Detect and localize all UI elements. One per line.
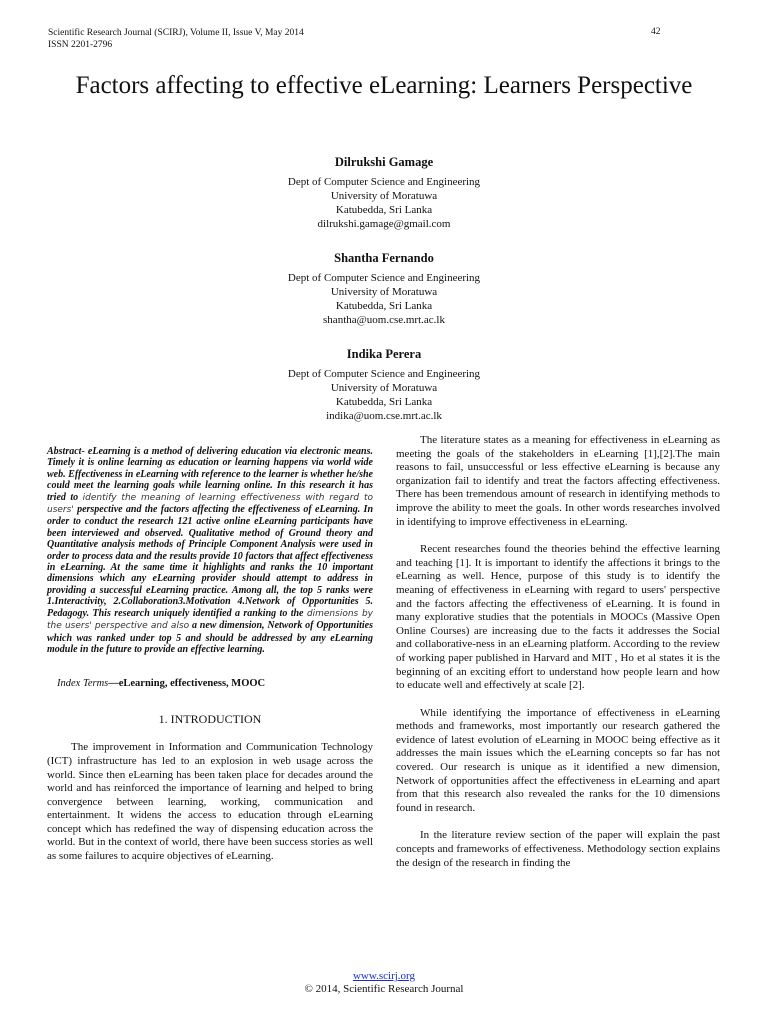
index-terms: [57, 677, 373, 690]
page-footer: [0, 970, 768, 996]
abstract-handwritten-text: identify the meaning of learning effectiveness with regard to users': [47, 492, 373, 516]
author-location: Katubedda, Sri Lanka: [335, 204, 433, 216]
body-paragraph: The literature states as a meaning for effectiveness in eLearning as meeting the goals of the stakeholders in eLearning [1],[2].The main reasons to fail, unsuccessful or less effective eLearning is because any organization fail to identify and treat the factors affecting effectiveness. There has been tremendous amount of research in identifying methods to improve the ability to meet the goals. In other words researches involved in identifying to improve effectiveness in eLearning.: [396, 434, 720, 528]
author-dept: Dept of Computer Science and Engineering: [287, 272, 481, 284]
author-name: Shantha Fernando: [334, 251, 434, 265]
author-university: University of Moratuwa: [330, 286, 438, 298]
author-location: Katubedda, Sri Lanka: [335, 300, 433, 312]
intro-paragraph: The improvement in Information and Communication Technology (ICT) infrastructure has led to an explosion in web usage across the world. Since then eLearning has been taken place for decades around the world and has reinforced the importance of learning and helped to bring convergence between learning, working, communication and entertainment. It widens the access to education through eLearning concept which has redefined the way of dispensing education across the world. But in the context of world, there have been success stories as well as some failures to acquire objectives of eLearning.: [47, 741, 373, 863]
issn: ISSN 2201-2796: [48, 40, 113, 50]
author-email: shantha@uom.cse.mrt.ac.lk: [323, 314, 445, 326]
page-number: 42: [651, 27, 661, 37]
abstract: [47, 446, 373, 655]
author-dept: Dept of Computer Science and Engineering: [287, 368, 481, 380]
abstract-handwritten-text: dimensions by the users' perspective and also: [47, 608, 374, 632]
abstract-text: Abstract- eLearning is a method of delivering education via electronic means. Timely it is online learning as education or learning happens via world wide web. Effectiveness in eLearning with reference to the learner is whether he/she could meet the learning goals while learning online. In this research it has tried to: [47, 446, 373, 503]
paper-title: Factors affecting to effective eLearning: Learners Perspective: [75, 72, 693, 99]
author-email: dilrukshi.gamage@gmail.com: [317, 218, 451, 230]
section-heading: 1. INTRODUCTION: [158, 712, 262, 727]
journal-url-link[interactable]: www.scirj.org: [352, 970, 416, 982]
author-block: [234, 347, 534, 423]
right-column: [396, 434, 720, 870]
running-header: [48, 27, 304, 51]
author-university: University of Moratuwa: [330, 190, 438, 202]
body-paragraph: In the literature review section of the paper will explain the past concepts and frameworks of effectiveness. Methodology section explains the design of the research in finding the: [396, 829, 720, 869]
author-email: indika@uom.cse.mrt.ac.lk: [326, 410, 442, 422]
body-paragraph: While identifying the importance of effectiveness in eLearning methods and frameworks, most importantly our research gathered the evidence of latest evolution of eLearning in MOOC being effective as it addresses the main issues which the eLearning concepts so far has not covered. Our research is unique as it identified a new dimension, Network of opportunities affect the effectiveness in eLearning and apart from that this research also revealed the ranks for the 10 dimensions found in research.: [396, 706, 720, 814]
abstract-text: perspective and the factors affecting the effectiveness of eLearning. In order to conduct the research 121 active online eLearning participants have been interviewed and observed. Qualitative method of Ground theory and Quantitative analysis methods of Principle Component Analysis were used in order to process data and the results provide 10 factors that affect effectiveness in eLearning. At the same time it highlights and ranks the 10 important dimensions which any eLearning provider should attempt to address in providing a successful eLearning practice. Among all, the top 5 ranks were 1.Interactivity, 2.Collaboration3.Motivation 4.Network of Opportunities 5. Pedagogy. This research uniquely identified a ranking to the: [47, 504, 374, 619]
left-column: [47, 446, 373, 864]
body-paragraph: Recent researches found the theories behind the effective learning and teaching [1]. It is important to identify the affections it brings to the eLearning as well. Hence, purpose of this study is to identify the meaning of effectiveness in eLearning with regard to users' perspective and the factors affecting the effectiveness of eLearning. It is found in many explorative studies that the potentials in MOOCs (Massive Open Online Courses) are increasing due to the facts it addresses the Social and collaborative-ness in an eLearning platform. According to the review of working paper published in Harvard and MIT , Ho et al states it is the beginning of an exciting effort to understand how people learn and how to educate well and effectively at scale [2].: [396, 543, 720, 692]
author-block: [234, 251, 534, 327]
author-name: Dilrukshi Gamage: [334, 155, 434, 169]
author-university: University of Moratuwa: [330, 382, 438, 394]
journal-info: Scientific Research Journal (SCIRJ), Volume II, Issue V, May 2014: [48, 28, 304, 38]
abstract-text: a new dimension, Network of Opportunities which was ranked under top 5 and should be addressed by any eLearning module in the future to provide an effective learning.: [47, 620, 374, 655]
index-terms-label: Index Terms: [57, 678, 109, 690]
copyright: © 2014, Scientific Research Journal: [304, 983, 464, 995]
author-location: Katubedda, Sri Lanka: [335, 396, 433, 408]
author-dept: Dept of Computer Science and Engineering: [287, 176, 481, 188]
author-name: Indika Perera: [346, 347, 422, 361]
index-terms-list: —eLearning, effectiveness, MOOC: [108, 678, 266, 690]
author-block: [234, 155, 534, 231]
